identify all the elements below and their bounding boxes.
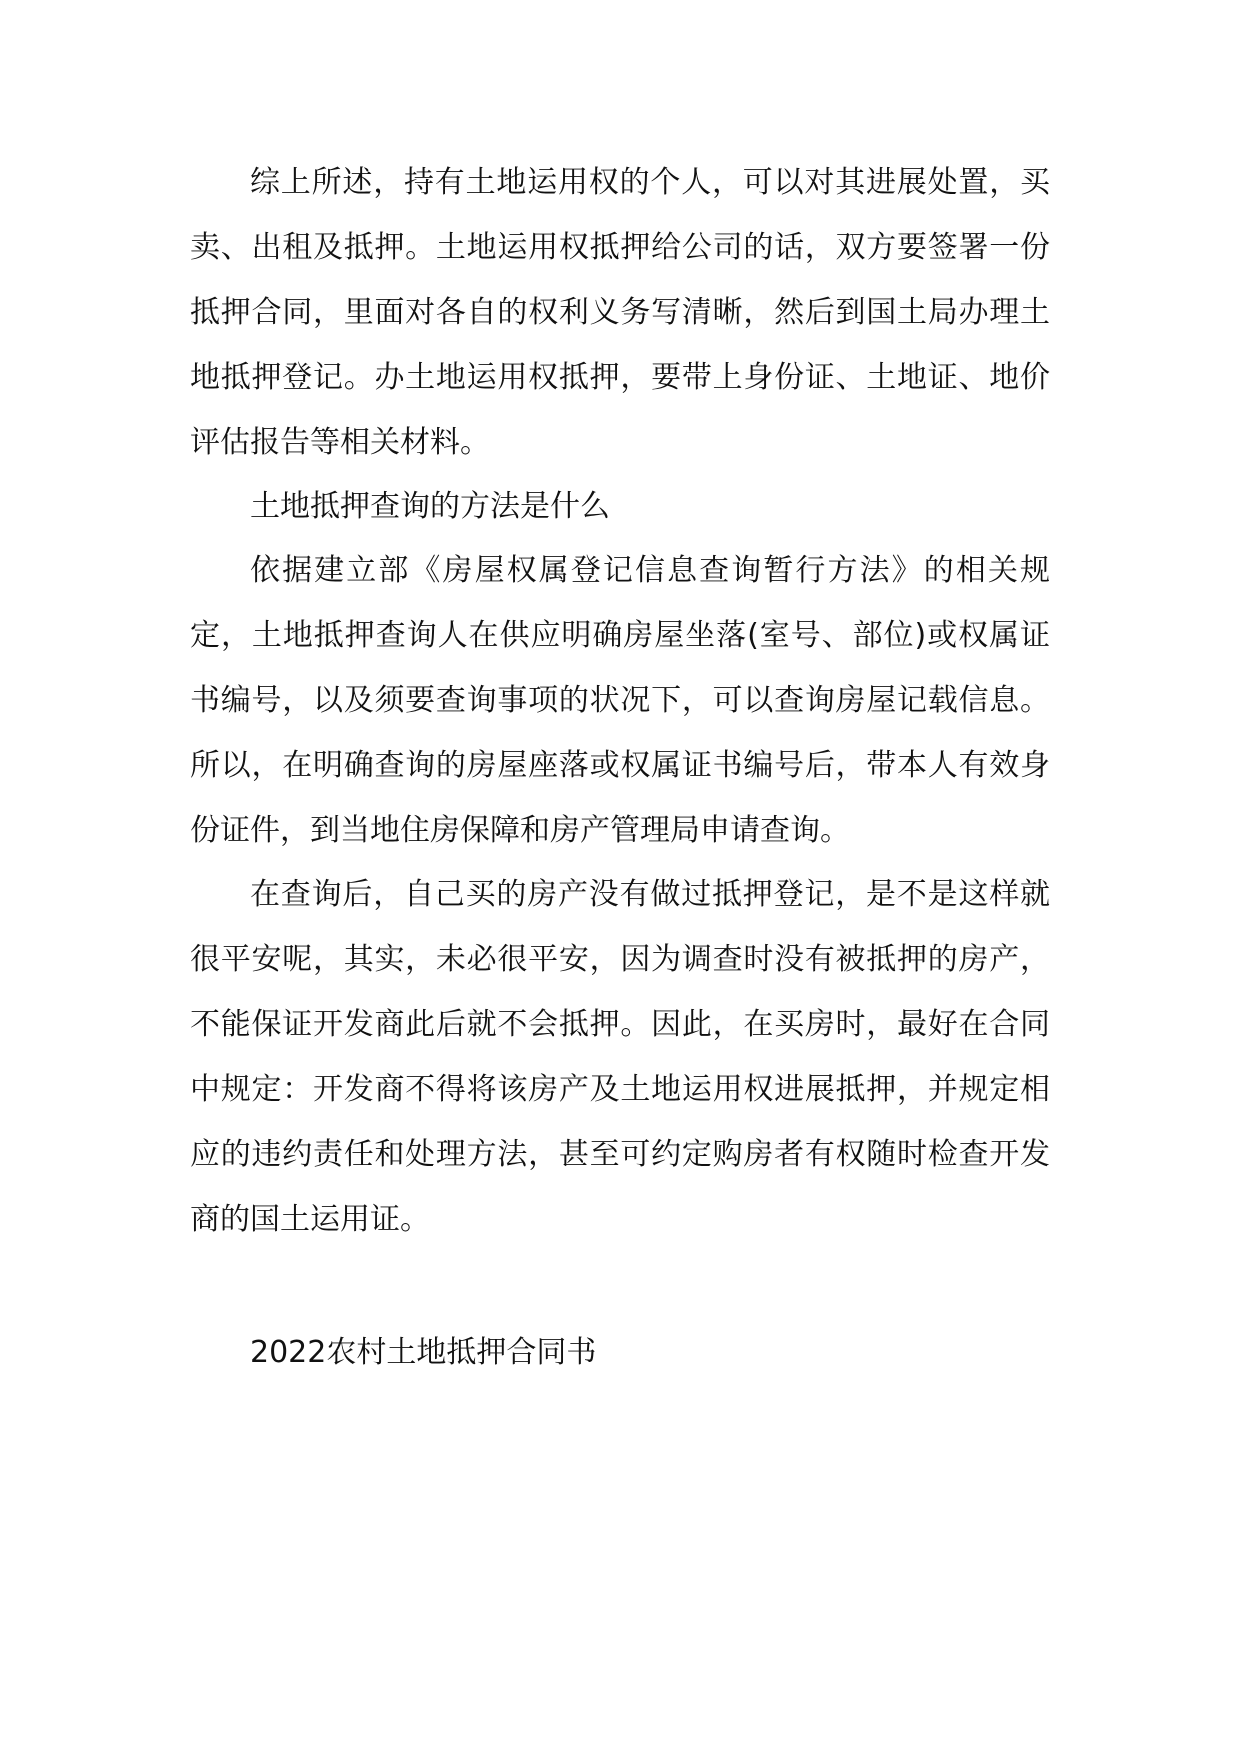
paragraph-query-regulation: 依据建立部《房屋权属登记信息查询暂行方法》的相关规定，土地抵押查询人在供应明确房屋坐落(室号、部位)或权属证书编号，以及须要查询事项的状况下，可以查询房屋记载信息。所以，在明确查询的房屋座落或权属证书编号后，带本人有效身份证件，到当地住房保障和房产管理局申请查询。	[190, 553, 1050, 848]
paragraph-purchase-advice: 在查询后，自己买的房产没有做过抵押登记，是不是这样就很平安呢，其实，未必很平安，因为调查时没有被抵押的房产，不能保证开发商此后就不会抵押。因此，在买房时，最好在合同中规定：开发商不得将该房产及土地运用权进展抵押，并规定相应的违约责任和处理方法，甚至可约定购房者有权随时检查开发商的国土运用证。	[190, 877, 1050, 1237]
contract-title: 2022农村土地抵押合同书	[250, 1335, 597, 1370]
paragraph-summary: 综上所述，持有土地运用权的个人，可以对其进展处置，买卖、出租及抵押。土地运用权抵押给公司的话，双方要签署一份抵押合同，里面对各自的权利义务写清晰，然后到国土局办理土地抵押登记。办土地运用权抵押，要带上身份证、土地证、地价评估报告等相关材料。	[190, 165, 1050, 460]
section-heading-query-method: 土地抵押查询的方法是什么	[250, 489, 610, 524]
